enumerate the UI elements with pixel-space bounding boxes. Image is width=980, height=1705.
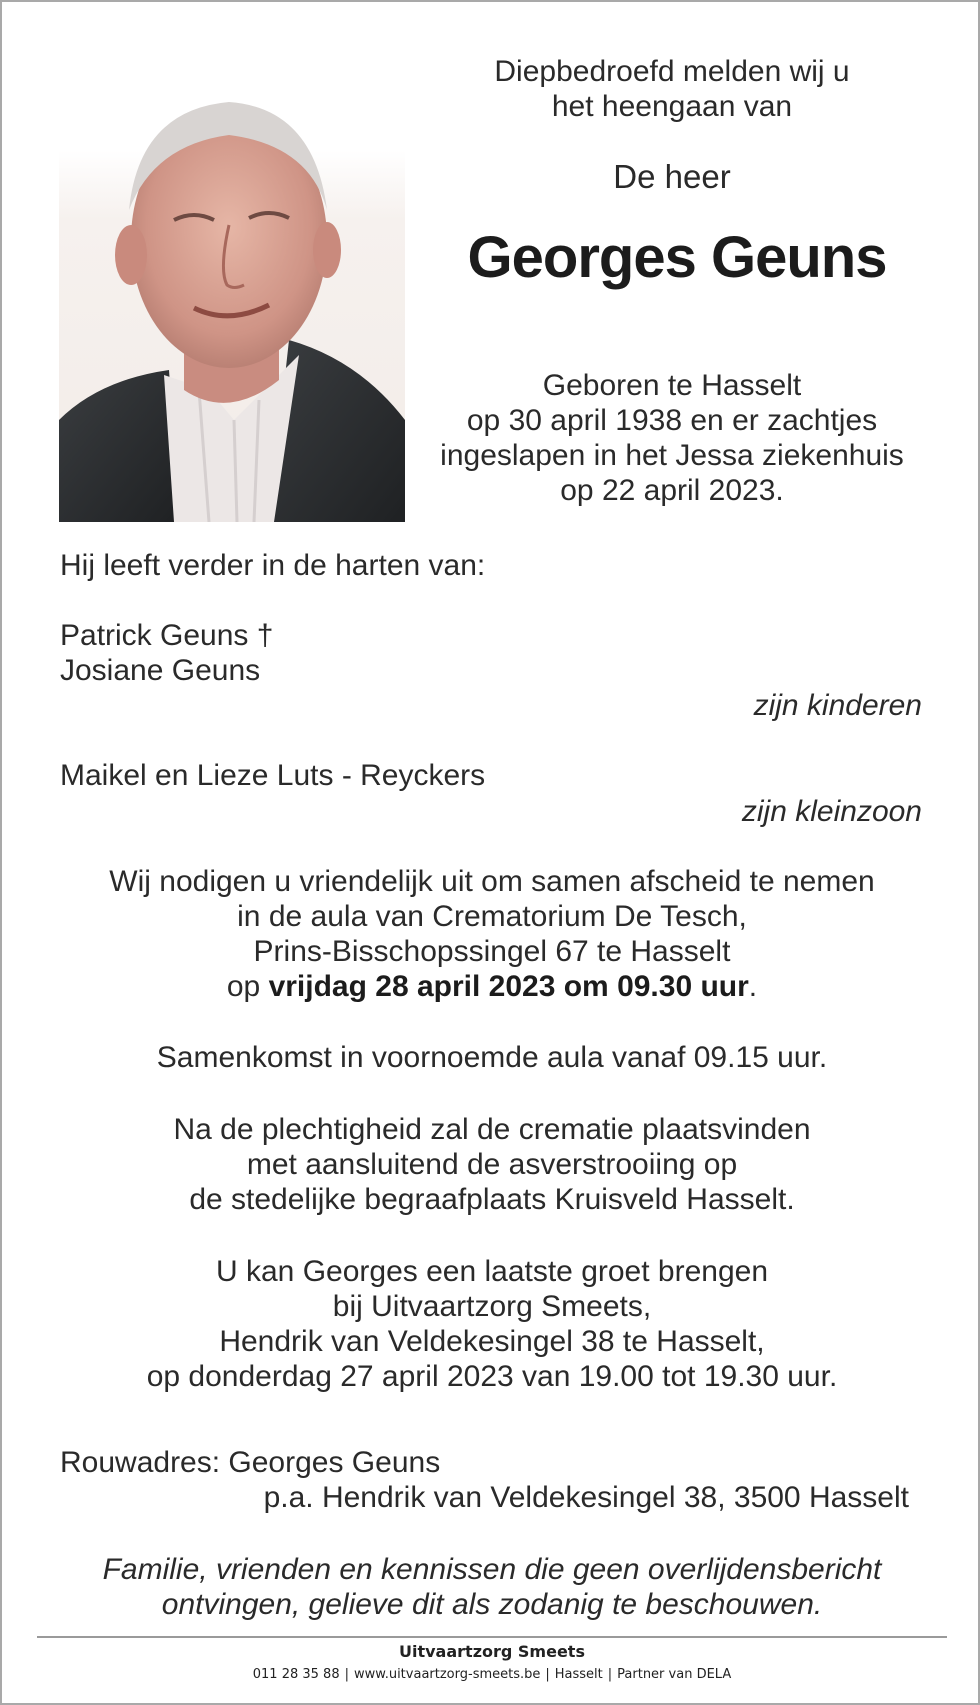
grandson-label: zijn kleinzoon	[741, 795, 922, 828]
ceremony-line-2: in de aula van Crematorium De Tesch,	[237, 900, 747, 933]
cremation-line-1: Na de plechtigheid zal de crematie plaatsvinden	[173, 1113, 811, 1146]
visitation-line-2: bij Uitvaartzorg Smeets,	[332, 1290, 652, 1323]
gathering-note: Samenkomst in voornoemde aula vanaf 09.15 uur.	[156, 1041, 828, 1074]
child-name: Patrick Geuns †	[60, 619, 274, 652]
birth-line-3: ingeslapen in het Jessa ziekenhuis	[440, 439, 904, 472]
portrait-illustration	[59, 90, 405, 522]
intro-text	[472, 54, 872, 124]
funeral-home-partner: Partner van DELA	[617, 1667, 732, 1682]
family-note	[42, 1552, 942, 1622]
survivors-intro: Hij leeft verder in de harten van:	[60, 549, 486, 582]
visitation-line-3: Hendrik van Veldekesingel 38 te Hasselt,	[219, 1325, 765, 1358]
funeral-home-contact	[42, 1666, 942, 1684]
visitation-line-4: op donderdag 27 april 2023 van 19.00 tot 19.30 uur.	[146, 1360, 838, 1393]
birth-details	[422, 368, 922, 508]
birth-line-1: Geboren te Hasselt	[542, 369, 802, 402]
ceremony-line-4	[42, 969, 942, 1004]
ceremony-date-suffix: .	[748, 970, 758, 1003]
family-note-line-2: ontvingen, gelieve dit als zodanig te beschouwen.	[161, 1588, 823, 1621]
birth-line-2: op 30 april 1938 en er zachtjes	[466, 404, 878, 437]
intro-line-2: het heengaan van	[551, 90, 793, 123]
cremation-note	[42, 1112, 942, 1217]
visitation-line-1: U kan Georges een laatste groet brengen	[215, 1255, 769, 1288]
intro-line-1: Diepbedroefd melden wij u	[494, 55, 850, 88]
separator: |	[607, 1667, 613, 1682]
funeral-home-phone: 011 28 35 88	[252, 1667, 340, 1682]
separator: |	[344, 1667, 349, 1682]
funeral-home-name: Uitvaartzorg Smeets	[399, 1642, 585, 1661]
funeral-home-city: Hasselt	[554, 1667, 603, 1682]
funeral-home-website[interactable]: www.uitvaartzorg-smeets.be	[354, 1667, 541, 1682]
mourning-address-label: Rouwadres: Georges Geuns	[60, 1446, 441, 1479]
family-note-line-1: Familie, vrienden en kennissen die geen overlijdensbericht	[102, 1553, 882, 1586]
cremation-line-3: de stedelijke begraafplaats Kruisveld Hasselt.	[189, 1183, 795, 1216]
ceremony-date: vrijdag 28 april 2023 om 09.30 uur	[268, 970, 749, 1003]
ceremony-line-1: Wij nodigen u vriendelijk uit om samen afscheid te nemen	[109, 865, 875, 898]
ceremony-date-prefix: op	[226, 970, 269, 1003]
portrait-photo	[59, 90, 405, 522]
visitation-note	[42, 1254, 942, 1394]
mourning-address: p.a. Hendrik van Veldekesingel 38, 3500 Hasselt	[263, 1481, 909, 1514]
separator: |	[545, 1667, 550, 1682]
salutation: De heer	[613, 158, 731, 195]
ceremony-line-3: Prins-Bisschopssingel 67 te Hasselt	[253, 935, 731, 968]
cremation-line-2: met aansluitend de asverstrooiing op	[246, 1148, 738, 1181]
footer-divider	[37, 1636, 947, 1638]
child-name: Josiane Geuns	[60, 654, 261, 687]
birth-line-4: op 22 april 2023.	[560, 474, 784, 507]
children-label: zijn kinderen	[753, 689, 922, 722]
deceased-name: Georges Geuns	[467, 225, 887, 290]
ceremony-invitation	[42, 864, 942, 1004]
grandson-name: Maikel en Lieze Luts - Reyckers	[60, 759, 486, 792]
